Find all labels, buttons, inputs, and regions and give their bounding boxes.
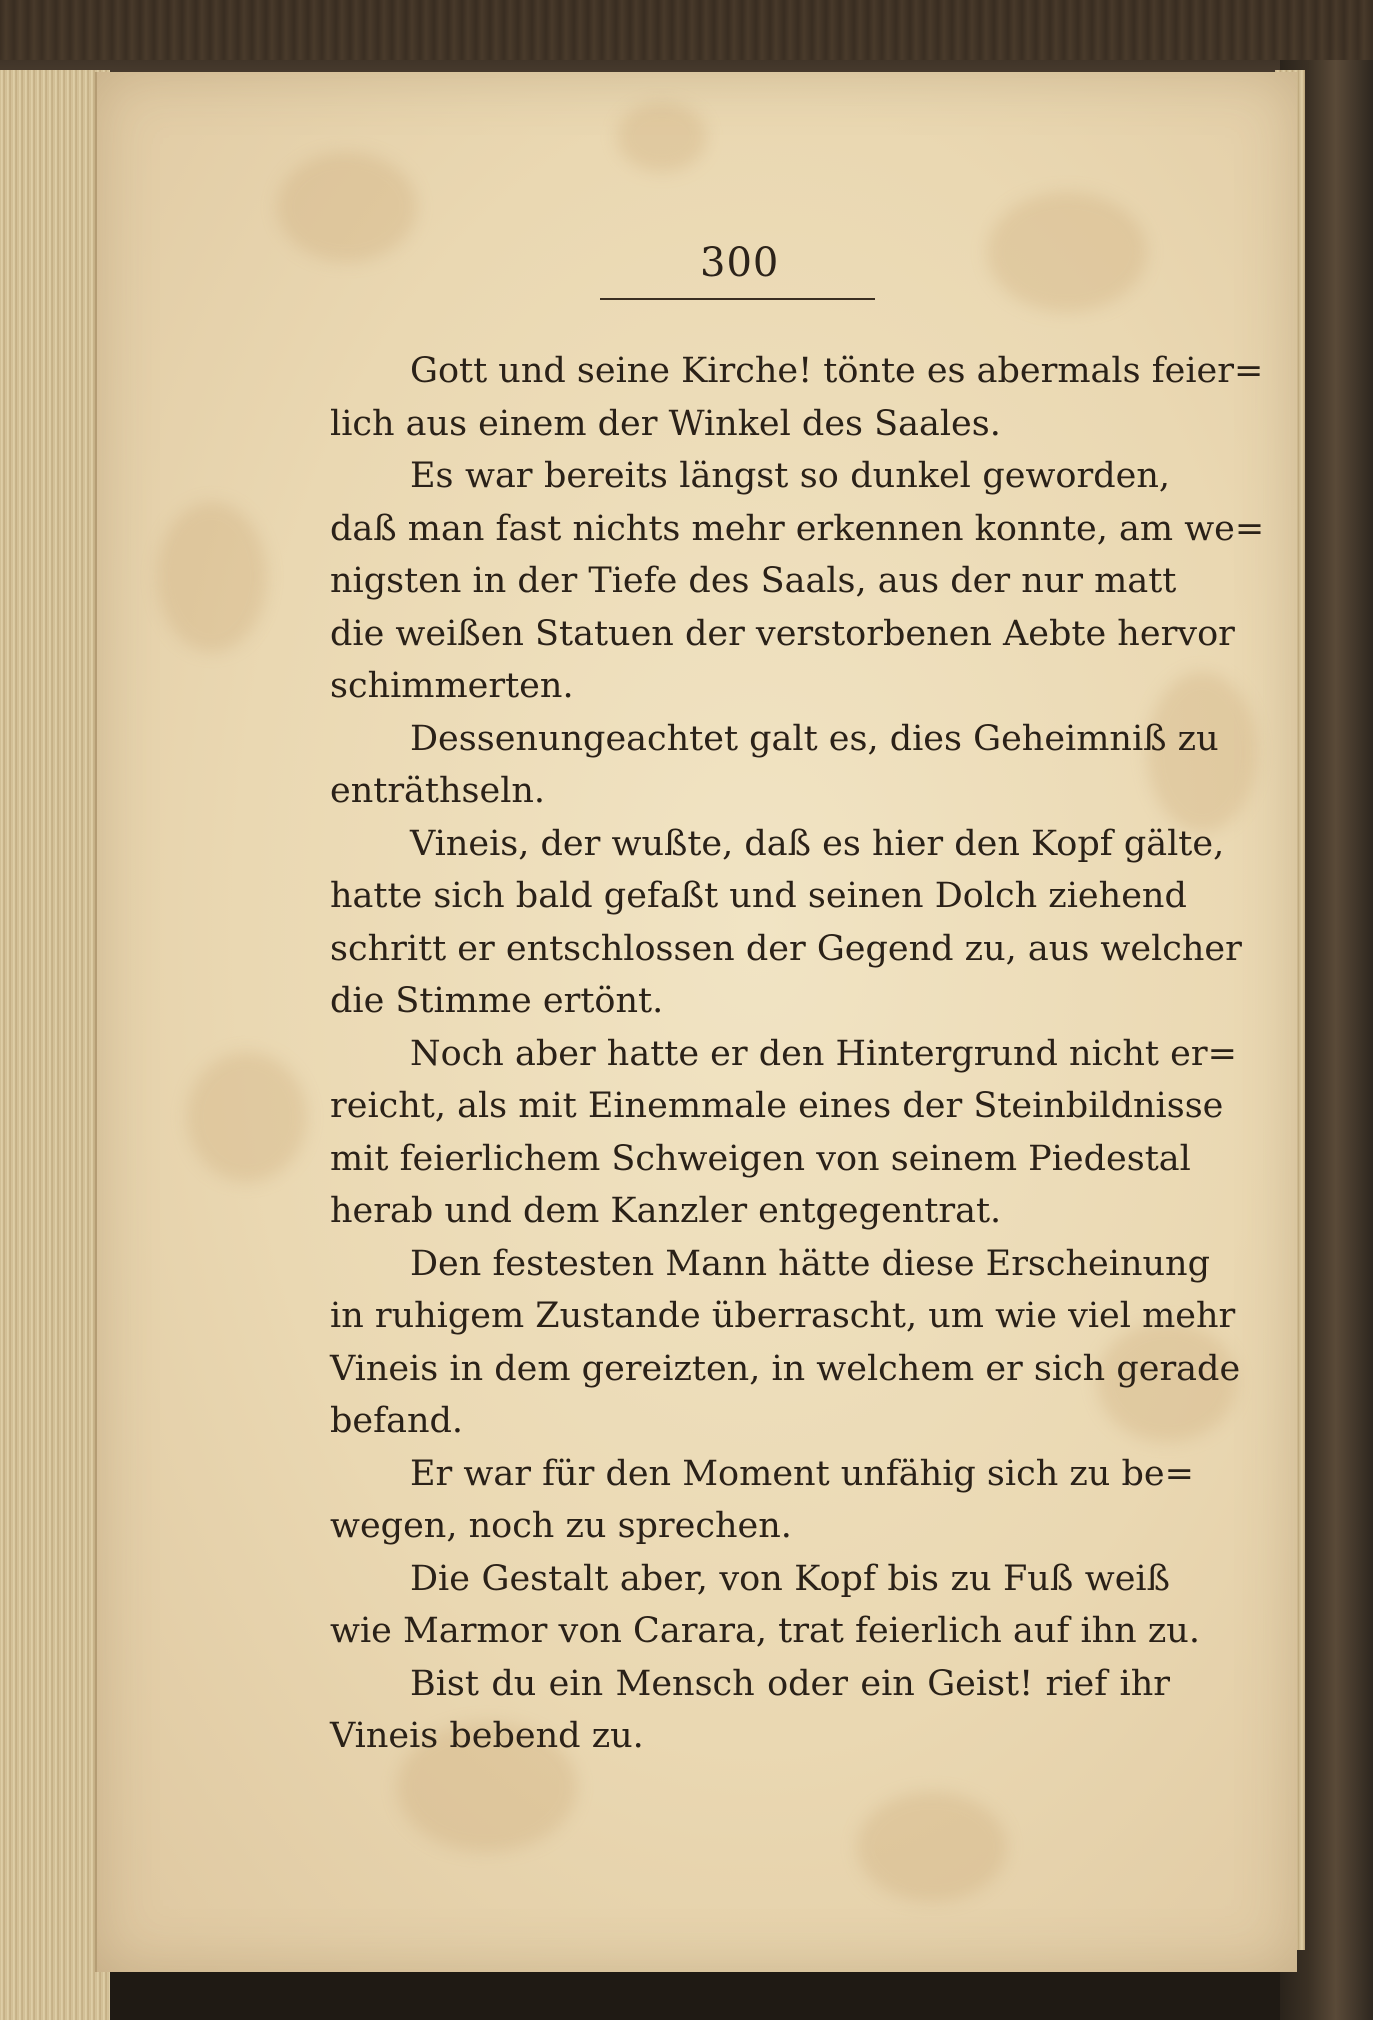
foxing-stain (157, 502, 267, 652)
text-line: hatte sich bald gefaßt und seinen Dolch ziehend (330, 876, 1187, 916)
foxing-stain (187, 1052, 307, 1182)
text-line: Es war bereits längst so dunkel geworden, (410, 456, 1170, 496)
text-line: Vineis bebend zu. (330, 1716, 644, 1756)
foxing-stain (617, 102, 707, 172)
text-line: daß man fast nichts mehr erkennen konnte, am we= (330, 508, 1265, 549)
text-line: reicht, als mit Einemmale eines der Steinbildnisse (330, 1086, 1224, 1126)
text-line: Dessenungeachtet galt es, dies Geheimniß zu (410, 718, 1219, 759)
foxing-stain (277, 152, 417, 262)
page-number: 300 (700, 240, 780, 286)
text-line: mit feierlichem Schweigen von seinem Piedestal (330, 1138, 1191, 1179)
text-line: die weißen Statuen der verstorbenen Aebte hervor (330, 613, 1235, 654)
text-line: Gott und seine Kirche! tönte es abermals feier= (410, 351, 1264, 391)
text-line: Die Gestalt aber, von Kopf bis zu Fuß weiß (410, 1558, 1170, 1599)
text-line: lich aus einem der Winkel des Saales. (330, 403, 1001, 444)
text-line: Noch aber hatte er den Hintergrund nicht er= (410, 1033, 1237, 1074)
text-line: herab und dem Kanzler entgegentrat. (330, 1191, 1002, 1231)
text-line: befand. (330, 1401, 464, 1441)
text-line: Bist du ein Mensch oder ein Geist! rief ihr (410, 1663, 1170, 1704)
text-line: Den festesten Mann hätte diese Erscheinung (410, 1243, 1210, 1284)
header-rule (600, 298, 875, 300)
book-binding-edge (0, 0, 1373, 60)
text-line: wegen, noch zu sprechen. (330, 1506, 792, 1546)
text-line: schimmerten. (330, 666, 574, 706)
text-line: nigsten in der Tiefe des Saals, aus der nur matt (330, 561, 1177, 601)
text-line: schritt er entschlossen der Gegend zu, aus welcher (330, 928, 1242, 969)
page-stack-left (0, 70, 110, 2020)
text-line: Er war für den Moment unfähig sich zu be= (410, 1453, 1194, 1494)
foxing-stain (987, 192, 1147, 312)
text-line: Vineis in dem gereizten, in welchem er sich gerade (330, 1348, 1241, 1389)
text-line: die Stimme ertönt. (330, 981, 664, 1021)
body-text (330, 345, 1265, 1763)
foxing-stain (857, 1792, 1007, 1902)
text-line: enträthseln. (330, 771, 546, 811)
text-line: wie Marmor von Carara, trat feierlich auf ihn zu. (330, 1611, 1200, 1651)
text-line: in ruhigem Zustande überrascht, um wie viel mehr (330, 1296, 1236, 1336)
text-line: Vineis, der wußte, daß es hier den Kopf gälte, (410, 823, 1225, 864)
